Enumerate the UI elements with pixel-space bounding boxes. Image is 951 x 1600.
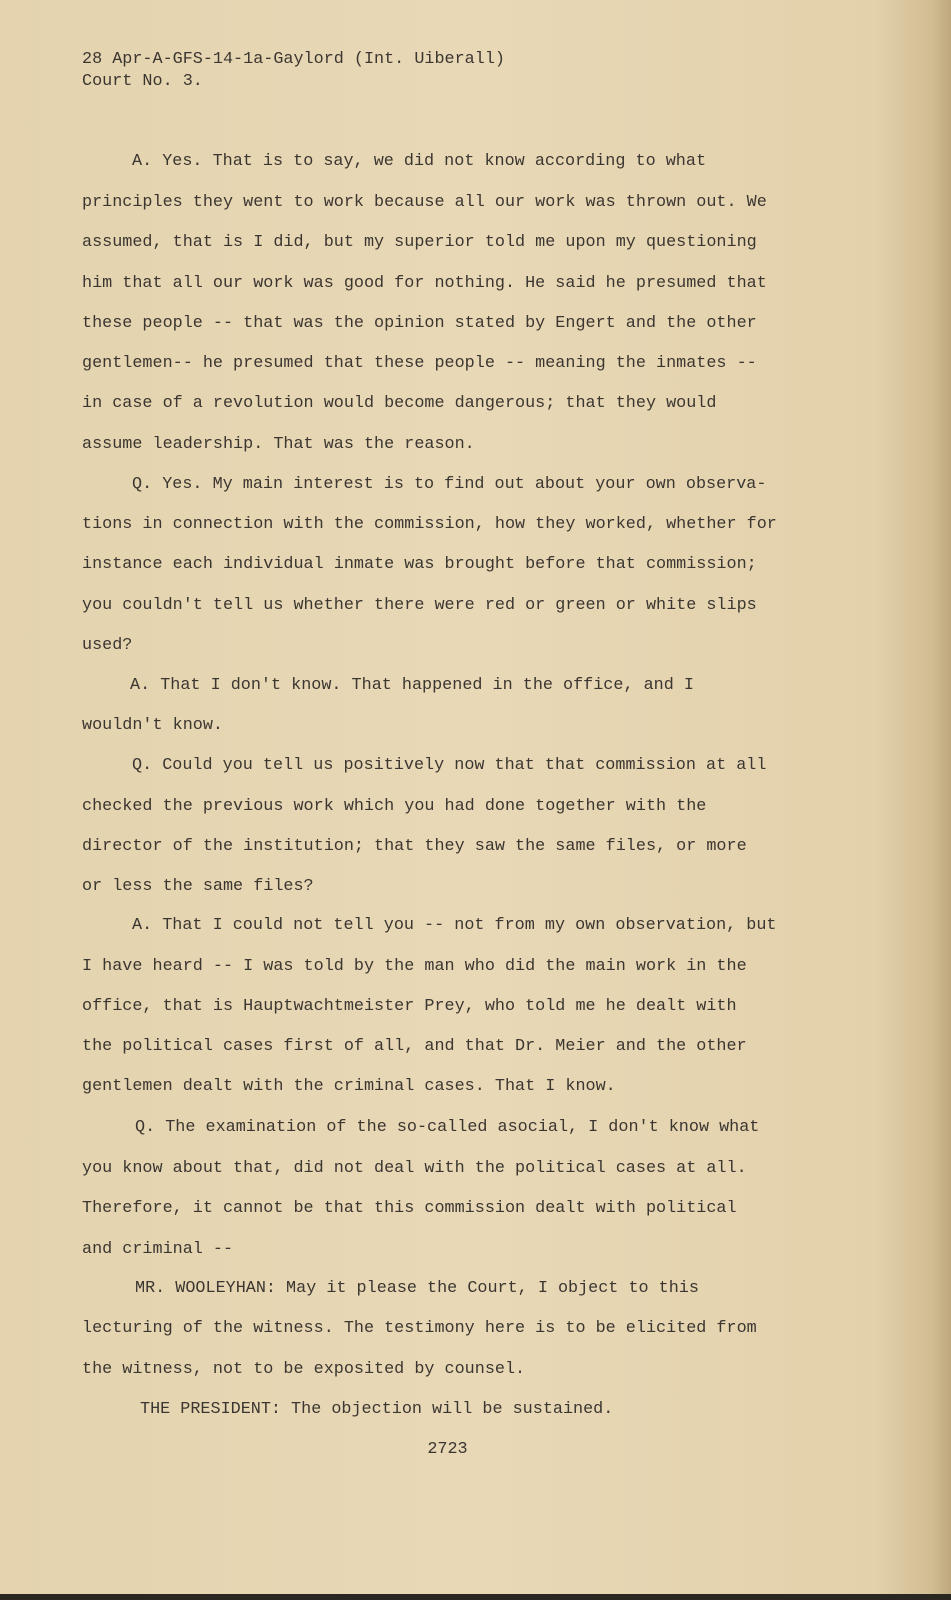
transcript-line: wouldn't know. bbox=[82, 716, 223, 735]
transcript-line: instance each individual inmate was brought before that commission; bbox=[82, 555, 757, 574]
document-reference: 28 Apr-A-GFS-14-1a-Gaylord (Int. Uiberall) bbox=[82, 50, 505, 69]
speaker-ruling-line: THE PRESIDENT: The objection will be sustained. bbox=[140, 1400, 614, 1419]
transcript-line: the witness, not to be exposited by counsel. bbox=[82, 1360, 526, 1379]
transcript-line: A. Yes. That is to say, we did not know according to what bbox=[132, 152, 707, 171]
transcript-line: I have heard -- I was told by the man who did the main work in the bbox=[82, 957, 747, 976]
transcript-line: Q. Could you tell us positively now that that commission at all bbox=[132, 756, 767, 775]
transcript-line: Therefore, it cannot be that this commission dealt with political bbox=[82, 1199, 737, 1218]
transcript-line: gentlemen-- he presumed that these people -- meaning the inmates -- bbox=[82, 354, 757, 373]
transcript-line: and criminal -- bbox=[82, 1240, 234, 1259]
transcript-line: office, that is Hauptwachtmeister Prey, who told me he dealt with bbox=[82, 997, 737, 1016]
transcript-line: Q. Yes. My main interest is to find out about your own observa- bbox=[132, 475, 767, 494]
transcript-line: A. That I don't know. That happened in the office, and I bbox=[130, 676, 694, 695]
transcript-line: lecturing of the witness. The testimony here is to be elicited from bbox=[82, 1319, 757, 1338]
transcript-line: these people -- that was the opinion stated by Engert and the other bbox=[82, 314, 757, 333]
transcript-line: used? bbox=[82, 636, 133, 655]
transcript-line: principles they went to work because all our work was thrown out. We bbox=[82, 193, 767, 212]
transcript-line: checked the previous work which you had done together with the bbox=[82, 797, 707, 816]
transcript-line: assumed, that is I did, but my superior told me upon my questioning bbox=[82, 233, 757, 252]
transcript-line: assume leadership. That was the reason. bbox=[82, 435, 475, 454]
transcript-line: him that all our work was good for nothing. He said he presumed that bbox=[82, 274, 767, 293]
transcript-line: you couldn't tell us whether there were red or green or white slips bbox=[82, 596, 757, 615]
transcript-line: in case of a revolution would become dangerous; that they would bbox=[82, 394, 717, 413]
transcript-line: or less the same files? bbox=[82, 877, 314, 896]
transcript-line: A. That I could not tell you -- not from my own observation, but bbox=[132, 916, 777, 935]
transcript-line: gentlemen dealt with the criminal cases. That I know. bbox=[82, 1077, 616, 1096]
transcript-line: tions in connection with the commission, how they worked, whether for bbox=[82, 515, 777, 534]
scan-border bbox=[0, 1594, 951, 1600]
page-number: 2723 bbox=[427, 1440, 468, 1459]
speaker-objection-line: MR. WOOLEYHAN: May it please the Court, I object to this bbox=[135, 1279, 699, 1298]
transcript-line: the political cases first of all, and that Dr. Meier and the other bbox=[82, 1037, 747, 1056]
court-number: Court No. 3. bbox=[82, 72, 203, 91]
transcript-line: you know about that, did not deal with the political cases at all. bbox=[82, 1159, 747, 1178]
transcript-line: Q. The examination of the so-called asocial, I don't know what bbox=[135, 1118, 760, 1137]
transcript-line: director of the institution; that they saw the same files, or more bbox=[82, 837, 747, 856]
